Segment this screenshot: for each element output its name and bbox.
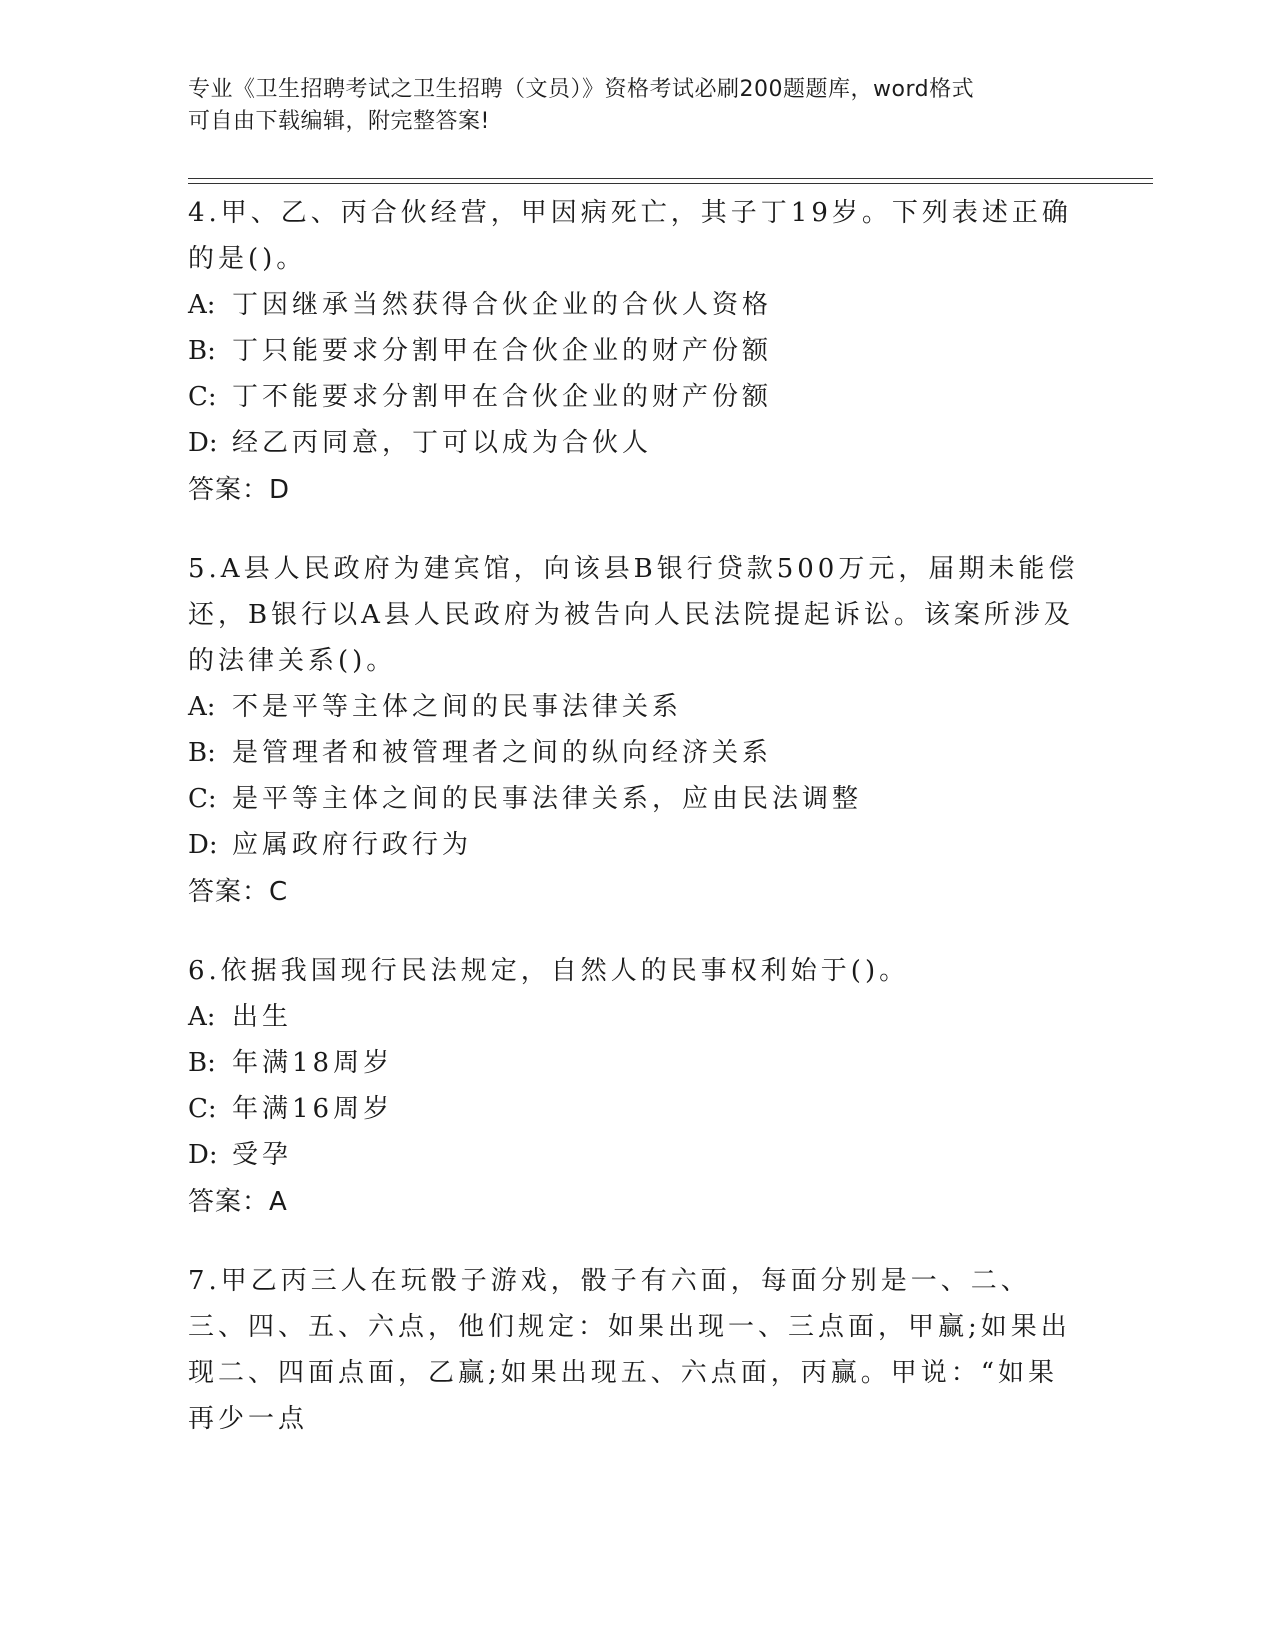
option-c <box>188 1086 1088 1132</box>
option-key: B: <box>188 1048 216 1078</box>
option-d <box>188 1132 1088 1178</box>
option-text: 丁只能要求分割甲在合伙企业的财产份额 <box>232 336 773 366</box>
option-text: 受孕 <box>232 1140 293 1170</box>
option-key: B: <box>188 738 216 768</box>
option-key: A: <box>188 692 216 722</box>
option-d <box>188 420 1088 466</box>
option-a <box>188 684 1088 730</box>
option-b <box>188 328 1088 374</box>
option-key: C: <box>188 784 217 814</box>
option-text: 是平等主体之间的民事法律关系，应由民法调整 <box>232 784 863 814</box>
header-rule-bottom <box>188 183 1153 184</box>
option-text: 丁不能要求分割甲在合伙企业的财产份额 <box>232 382 773 412</box>
answer: 答案：C <box>188 877 289 907</box>
option-text: 年满16周岁 <box>232 1094 394 1124</box>
document-header <box>188 74 1088 138</box>
option-b <box>188 730 1088 776</box>
question-7 <box>188 1258 1088 1442</box>
answer: 答案：A <box>188 1187 288 1217</box>
header-line-1: 专业《卫生招聘考试之卫生招聘（文员）》资格考试必刷200题题库，word格式 <box>188 77 975 102</box>
option-b <box>188 1040 1088 1086</box>
option-text: 不是平等主体之间的民事法律关系 <box>232 692 683 722</box>
option-key: A: <box>188 1002 216 1032</box>
option-text: 丁因继承当然获得合伙企业的合伙人资格 <box>232 290 773 320</box>
option-c <box>188 776 1088 822</box>
question-list <box>188 190 1088 1474</box>
option-key: C: <box>188 382 217 412</box>
header-rule-top <box>188 178 1153 179</box>
question-4 <box>188 190 1088 514</box>
option-text: 应属政府行政行为 <box>232 830 473 860</box>
question-text: 5.A县人民政府为建宾馆，向该县B银行贷款500万元，届期未能偿还，B银行以A县人民政府为被告向人民法院提起诉讼。该案所涉及的法律关系()。 <box>188 554 1079 676</box>
option-key: D: <box>188 830 218 860</box>
header-line-2: 可自由下载编辑，附完整答案! <box>188 109 490 134</box>
option-key: A: <box>188 290 216 320</box>
answer: 答案：D <box>188 475 291 505</box>
option-text: 出生 <box>232 1002 293 1032</box>
option-d <box>188 822 1088 868</box>
question-6 <box>188 948 1088 1226</box>
question-text: 7.甲乙丙三人在玩骰子游戏，骰子有六面，每面分别是一、二、三、四、五、六点，他们规定：如果出现一、三点面，甲赢;如果出现二、四面点面，乙赢;如果出现五、六点面，丙赢。甲说：“如果再少一点 <box>188 1266 1071 1434</box>
option-a <box>188 994 1088 1040</box>
option-key: C: <box>188 1094 217 1124</box>
option-text: 经乙丙同意，丁可以成为合伙人 <box>232 428 653 458</box>
option-text: 是管理者和被管理者之间的纵向经济关系 <box>232 738 773 768</box>
question-text: 6.依据我国现行民法规定，自然人的民事权利始于()。 <box>188 956 910 986</box>
option-key: D: <box>188 1140 218 1170</box>
question-text: 4.甲、乙、丙合伙经营，甲因病死亡，其子丁19岁。下列表述正确的是()。 <box>188 198 1072 274</box>
option-c <box>188 374 1088 420</box>
question-5 <box>188 546 1088 916</box>
option-text: 年满18周岁 <box>232 1048 394 1078</box>
option-a <box>188 282 1088 328</box>
option-key: B: <box>188 336 216 366</box>
option-key: D: <box>188 428 218 458</box>
